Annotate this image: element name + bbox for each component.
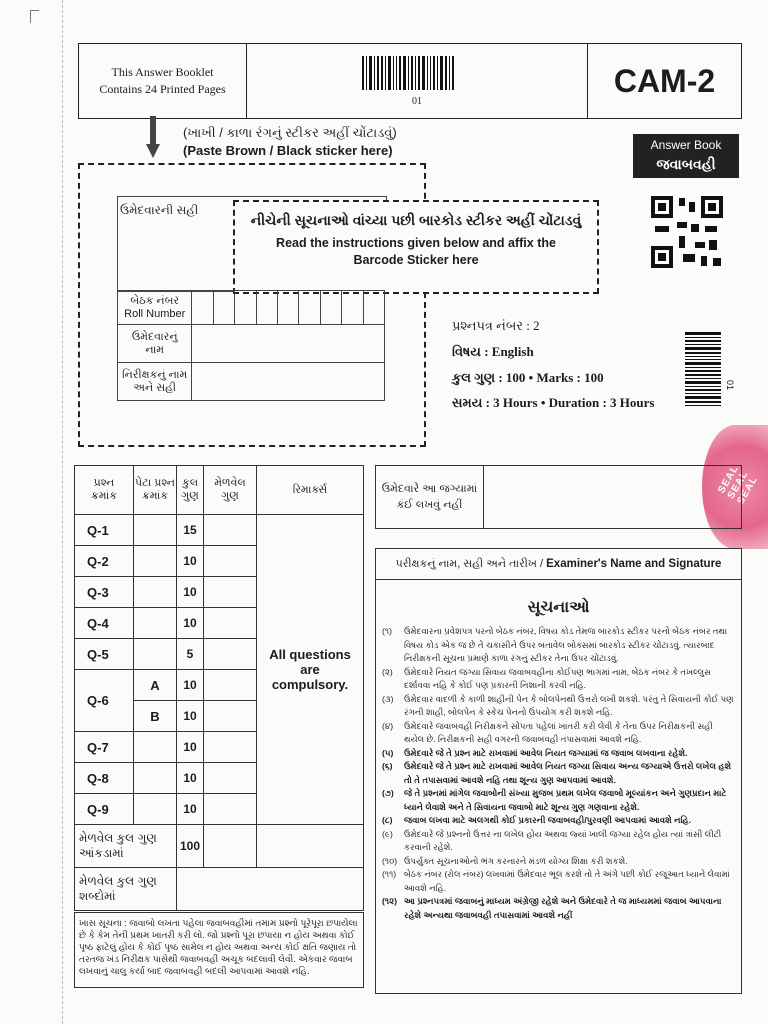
barcode-bar — [399, 56, 401, 90]
barcode-bar — [403, 56, 406, 90]
instruction-item — [382, 828, 734, 855]
duration: સમય : 3 Hours • Duration : 3 Hours — [452, 395, 655, 410]
barcode-bar — [685, 389, 721, 391]
candidate-name-line-1: ઉમેદવારનું — [131, 330, 178, 343]
total-max-marks: 100 — [177, 825, 204, 868]
barcode-bar — [430, 56, 431, 90]
instruction-text: ઉમેદવારે જવાબવહી નિરીક્ષકને સોંપતા પહેલાં ખાતરી કરી લેવી કે તેના ઉપર નિરીક્ષકની સહી થયેલ છે. નિરીક્ષકની સહી વગરની જવાબવહી તપાસવામાં આવશે નહિ. — [404, 720, 713, 744]
invigilator-line-2: અને સહી — [133, 381, 177, 394]
obtained-marks[interactable] — [204, 515, 257, 546]
remarks-cell — [257, 515, 364, 825]
instruction-text: ઉમેદવારે જે પ્રશ્નનો ઉત્તર ના લખેલ હોય અથવા જ્યાં ખાલી જગ્યા રહેલ હોય ત્યાં ત્રાંસી લીટી કરવાની રહેશે. — [404, 828, 722, 852]
barcode-bar — [685, 340, 721, 342]
barcode-bar — [418, 56, 420, 90]
obtained-marks[interactable] — [204, 701, 257, 732]
instructions-title: સૂચનાઓ — [527, 599, 590, 616]
obtained-marks[interactable] — [204, 732, 257, 763]
barcode-bar — [437, 56, 438, 90]
barcode-bar — [408, 56, 409, 90]
question-number: Q-9 — [75, 794, 134, 825]
barcode-bar — [685, 362, 721, 365]
barcode-bar — [415, 56, 416, 90]
barcode-bar — [685, 393, 721, 394]
subquestion — [134, 546, 177, 577]
paper-code: CAM-2 — [613, 62, 716, 99]
subquestion: A — [134, 670, 177, 701]
instruction-text: ઉમેદવારે નિયત જગ્યા સિવાય જવાબવહીના કોઈપણ ભાગમાં નામ, બેઠક નંબર કે તખલ્લુસ દર્શાવવા નહિ કે કોઈ પણ પ્રકારની નિશાની કરવી નહિ. — [404, 666, 712, 690]
booklet-line-1: This Answer Booklet — [111, 65, 214, 79]
booklet-line-2: Contains 24 Printed Pages — [99, 82, 226, 96]
total-words-l2: શબ્દોમાં — [79, 889, 116, 903]
subject: વિષય : English — [452, 344, 534, 359]
roll-digit-box[interactable] — [256, 291, 277, 325]
subquestion — [134, 639, 177, 670]
header-marks-l1: કુલ — [181, 477, 199, 489]
examiner-box — [375, 548, 742, 994]
do-not-write-l1: ઉમેદવારે આ જગ્યામાં — [381, 483, 478, 495]
barcode-bar — [685, 352, 721, 354]
barcode-bar — [362, 56, 364, 90]
roll-digit-box[interactable] — [278, 291, 299, 325]
total-words-label — [75, 868, 177, 911]
examiner-heading-gu: પરીક્ષકનું નામ, સહી અને તારીખ / — [395, 557, 544, 570]
instruction-item — [382, 625, 734, 666]
barcode-bar — [685, 347, 721, 350]
subquestion — [134, 732, 177, 763]
invigilator-field[interactable] — [192, 363, 385, 401]
subquestion — [134, 577, 177, 608]
instruction-number: (૫) — [382, 747, 394, 758]
question-number: Q-5 — [75, 639, 134, 670]
header-marks-l2: ગુણ — [181, 490, 199, 502]
instructions-list — [382, 625, 734, 922]
total-digits-l1: મેળવેલ કુલ ગુણ — [79, 831, 157, 845]
obtained-marks[interactable] — [204, 794, 257, 825]
header-marks — [177, 466, 204, 515]
special-note: ખાસ સૂચના : જવાબો લખતા પહેલા જવાબવહીમાં તમામ પ્રશ્નો પૂરેપૂરા છપાયેલા છે કે કેમ તેની પ્રથમ ખાતરી કરી લો. જો પ્રશ્નો પૂરા છપાયા ન હોય અથવા કોઈ પૃષ્ઠ ફાટેલું હોય કે કોઈ પૃષ્ઠ સામેલ ન હોય અથવા અન્ય કોઈ ક્ષતિ જણાય તો તરતજ ખંડ નિરીક્ષક પાસેથી જવાબવહી અચૂક બદલાવી લેવી. એકવાર જવાબ લખવાનું ચાલુ કર્યા બાદ જવાબવહી બદલી આપવામાં આવશે નહિ. — [74, 912, 364, 988]
header-box — [78, 43, 742, 119]
barcode-bar — [685, 405, 721, 406]
side-barcode-number: 01 — [725, 379, 736, 391]
barcode-bar — [685, 332, 721, 335]
barcode-bar — [393, 56, 394, 90]
barcode-bar — [388, 56, 391, 90]
do-not-write-label — [376, 466, 484, 528]
instruction-number: (૧૧) — [382, 869, 397, 879]
roll-number-table — [117, 290, 385, 401]
question-number: Q-6 — [75, 670, 134, 732]
barcode-bar — [374, 56, 375, 90]
paste-instruction-gujarati: (ખાખી / કાળા રંગનું સ્ટીકર અહીં ચોંટાડવું) — [183, 125, 397, 140]
total-marks: કુલ ગુણ : 100 • Marks : 100 — [452, 370, 604, 385]
total-words-l1: મેળવેલ કુલ ગુણ — [79, 874, 157, 888]
barcode-number: 01 — [412, 96, 422, 107]
question-number: Q-7 — [75, 732, 134, 763]
total-obtained-digits[interactable] — [204, 825, 257, 868]
instruction-item — [382, 855, 734, 869]
barcode-bar — [449, 56, 450, 90]
instruction-text: જવાબ લખવા માટે અલગથી કોઈ પ્રકારની જવાબવહી/પુરવણી આપવામાં આવશે નહિ. — [404, 815, 691, 825]
barcode-bar — [685, 356, 721, 357]
total-words-row — [75, 868, 364, 911]
table-row — [75, 515, 364, 546]
booklet-info — [79, 44, 247, 118]
instruction-item — [382, 720, 734, 747]
subquestion: B — [134, 701, 177, 732]
header-remarks: રિમાર્ક્સ — [257, 466, 364, 515]
obtained-marks[interactable] — [204, 639, 257, 670]
obtained-marks[interactable] — [204, 608, 257, 639]
instruction-item — [382, 693, 734, 720]
roll-number-label — [118, 291, 192, 325]
total-digits-l2: આંકડામાં — [79, 846, 124, 860]
roll-digit-box[interactable] — [320, 291, 341, 325]
paper-number: પ્રશ્નપત્ર નંબર : 2 — [452, 318, 540, 333]
header-subquestion-l1: પેટા પ્રશ્ન — [135, 477, 175, 489]
obtained-marks[interactable] — [204, 546, 257, 577]
examiner-heading-en: Examiner's Name and Signature — [546, 558, 722, 570]
max-marks: 10 — [177, 732, 204, 763]
subquestion — [134, 608, 177, 639]
barcode-bar — [452, 56, 454, 90]
instruction-item — [382, 868, 734, 895]
answer-book-badge — [633, 134, 739, 178]
instruction-number: (૮) — [382, 815, 393, 825]
roll-number-gu: બેઠક નંબર — [130, 295, 180, 307]
roll-digit-box[interactable] — [299, 291, 320, 325]
seal-lettering: SEAL SEAL SEAL — [716, 463, 761, 507]
marks-table — [74, 465, 364, 911]
barcode-bar — [685, 374, 721, 376]
instruction-number: (૭) — [382, 788, 394, 798]
barcode-bar — [427, 56, 428, 90]
instruction-number: (૬) — [382, 761, 393, 771]
max-marks: 10 — [177, 546, 204, 577]
instruction-text: ઉમેદવારના પ્રવેશપત્ર પરનો બેઠક નંબર, વિષય કોડ તેમજ બારકોડ સ્ટીકર પરનો બેઠક નંબર તથા વિષય કોડ એક જ છે તે ચકાસીને ઉપર બતાવેલ બોક્સમાં બારકોડ સ્ટીકર ચોંટાડવું. ત્યારબાદ નિરીક્ષકની સૂચના પ્રમાણે કાળા રંગનું સ્ટીકર તેના ઉપર ચોંટાડવું. — [404, 626, 728, 663]
roll-digit-box[interactable] — [235, 291, 256, 325]
examiner-heading — [376, 549, 741, 580]
instruction-item — [382, 760, 734, 787]
instruction-item — [382, 895, 734, 922]
barcode-bar — [396, 56, 397, 90]
remark-line-3: compulsory. — [271, 677, 349, 692]
barcode-cell — [247, 44, 588, 118]
candidate-signature-label: ઉમેદવારની સહી — [120, 203, 199, 217]
total-obtained-words[interactable] — [177, 868, 364, 911]
instruction-number: (૯) — [382, 828, 393, 839]
barcode-bar — [422, 56, 425, 90]
barcode-instruction-line-2: Barcode Sticker here — [353, 253, 479, 267]
instruction-number: (૩) — [382, 693, 394, 704]
instruction-text: ઉમેદવારે જે તે પ્રશ્ન માટે રાખવામાં આવેલ નિયત જગ્યા સિવાય અન્ય જગ્યાએ ઉત્તરો લખેલ હશે તો તે તપાસવામાં આવશે નહિ તથા શૂન્ય ગુણ આપવામાં આવશે. — [404, 761, 732, 785]
barcode-bar — [685, 359, 721, 360]
instruction-text: બેઠક નંબર (રોલ નંબર) લખવામાં ઉમેદવાર ભૂલ કરશે તો તે અંગે પછી કોઈ રજૂઆત ધ્યાને લેવામાં આવશે નહિ. — [404, 869, 730, 893]
subquestion — [134, 763, 177, 794]
header-question-l1: પ્રશ્ન — [93, 477, 115, 489]
side-barcode-icon — [685, 332, 721, 410]
max-marks: 5 — [177, 639, 204, 670]
header-subquestion-l2: ક્રમાંક — [142, 490, 168, 502]
barcode-bar — [685, 396, 721, 399]
barcode-bar — [366, 56, 367, 90]
instruction-number: (૧૨) — [382, 896, 397, 906]
answer-book-en: Answer Book — [650, 138, 722, 152]
instruction-number: (૧) — [382, 626, 392, 636]
question-number: Q-8 — [75, 763, 134, 794]
total-remarks-blank — [257, 825, 364, 868]
instruction-text: આ પ્રશ્નપત્રમાં જવાબનું માધ્યમ અંગ્રેજી રહેશે અને ઉમેદવારે તે જ માધ્યમમાં જવાબ આપવાના રહેશે અન્યથા જવાબવહી તપાસવામાં આવશે નહીં — [404, 896, 722, 920]
obtained-marks[interactable] — [204, 763, 257, 794]
qr-code-icon — [651, 196, 723, 268]
header-question-l2: ક્રમાંક — [91, 490, 117, 502]
candidate-name-label — [118, 325, 192, 363]
max-marks: 10 — [177, 670, 204, 701]
header-obtained-l2: ગુણ — [221, 490, 239, 502]
barcode-bar — [411, 56, 413, 90]
question-number: Q-2 — [75, 546, 134, 577]
paste-instruction-english: (Paste Brown / Black sticker here) — [183, 143, 393, 158]
invigilator-label — [118, 363, 192, 401]
instruction-number: (૨) — [382, 666, 393, 677]
barcode-instruction-line-1: Read the instructions given below and affix the — [276, 236, 556, 250]
barcode-icon — [362, 56, 462, 90]
down-arrow-icon — [146, 116, 160, 158]
barcode-instruction-english — [235, 235, 597, 269]
question-number: Q-3 — [75, 577, 134, 608]
answer-book-gu: જવાબવહી — [656, 156, 716, 172]
obtained-marks[interactable] — [204, 670, 257, 701]
barcode-bar — [685, 381, 721, 384]
do-not-write-l2: કંઈ લખવું નહીં — [396, 499, 463, 511]
roll-digit-box[interactable] — [192, 291, 213, 325]
obtained-marks[interactable] — [204, 577, 257, 608]
roll-digit-box[interactable] — [363, 291, 384, 325]
subquestion — [134, 515, 177, 546]
instruction-text: જે તે પ્રશ્નમાં માંગેલ જવાબોની સંખ્યા મુજબ પ્રથમ લખેલ જવાબો મૂલ્યાંકન અને ગુણપ્રદાન માટે ધ્યાને લેવાશે અને તે સિવાયના જવાબો માટે શૂન્ય ગુણ ગણવાના રહેશે. — [404, 788, 727, 812]
do-not-write-box — [375, 465, 742, 529]
remark-line-2: are — [300, 662, 320, 677]
barcode-bar — [377, 56, 379, 90]
header-subquestion — [134, 466, 177, 515]
instruction-text: ઉમેદવારે જે તે પ્રશ્ન માટે રાખવામાં આવેલ નિયત જગ્યામાં જ જવાબ લખવાના રહેશે. — [404, 747, 688, 758]
invigilator-line-1: નિરીક્ષકનું નામ — [122, 368, 188, 381]
barcode-bar — [685, 401, 721, 403]
instruction-item — [382, 814, 734, 828]
header-obtained — [204, 466, 257, 515]
barcode-bar — [685, 344, 721, 345]
instruction-item — [382, 666, 734, 693]
barcode-bar — [685, 386, 721, 387]
instruction-text: ઉપર્યુક્ત સૂચનાઓનો ભંગ કરનારને મંડળ યોગ્ય શિક્ષા કરી શકશે. — [404, 855, 628, 866]
max-marks: 10 — [177, 763, 204, 794]
barcode-bar — [433, 56, 435, 90]
barcode-instruction-gujarati: નીચેની સૂચનાઓ વાંચ્યા પછી બારકોડ સ્ટીકર અહીં ચોંટાડવું — [250, 212, 582, 228]
instruction-text: ઉમેદવાર વાદળી કે કાળી શાહીની પેન કે બોલપેનથી ઉત્તરો લખી શકશે. પરંતુ તે સિવાયની કોઈ પણ રંગની શાહી, બોલપેન કે સ્કેચ પેનનો ઉપયોગ કરી શકશે નહિ. — [404, 693, 734, 717]
corner-mark — [30, 10, 39, 23]
roll-number-en: Roll Number — [124, 308, 186, 320]
max-marks: 10 — [177, 608, 204, 639]
max-marks: 10 — [177, 577, 204, 608]
barcode-bar — [685, 370, 721, 372]
max-marks: 10 — [177, 794, 204, 825]
barcode-bar — [385, 56, 386, 90]
header-obtained-l1: મેળવેલ — [214, 477, 246, 489]
question-number: Q-4 — [75, 608, 134, 639]
total-digits-label — [75, 825, 177, 868]
barcode-bar — [685, 337, 721, 338]
instruction-number: (૪) — [382, 720, 394, 731]
barcode-bar — [685, 378, 721, 379]
max-marks: 10 — [177, 701, 204, 732]
instruction-item — [382, 747, 734, 761]
subquestion — [134, 794, 177, 825]
barcode-bar — [685, 367, 721, 368]
header-question — [75, 466, 134, 515]
roll-digit-box[interactable] — [342, 291, 363, 325]
barcode-bar — [445, 56, 447, 90]
instruction-number: (૧૦) — [382, 855, 398, 866]
barcode-bar — [381, 56, 383, 90]
instruction-item — [382, 787, 734, 814]
barcode-bar — [440, 56, 443, 90]
total-digits-row — [75, 825, 364, 868]
margin-line — [62, 0, 63, 1024]
barcode-sticker-area — [233, 200, 599, 294]
max-marks: 15 — [177, 515, 204, 546]
question-number: Q-1 — [75, 515, 134, 546]
remark-line-1: All questions — [269, 647, 351, 662]
candidate-name-field[interactable] — [192, 325, 385, 363]
barcode-bar — [369, 56, 372, 90]
candidate-name-line-2: નામ — [145, 343, 165, 356]
roll-digit-box[interactable] — [213, 291, 234, 325]
